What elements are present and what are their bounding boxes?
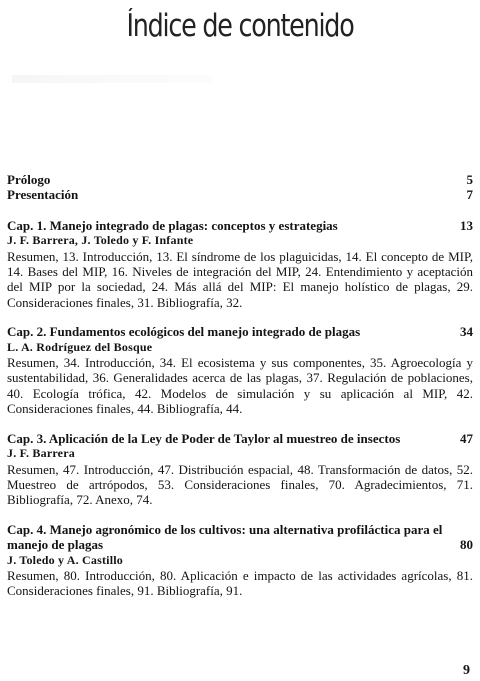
chapter-heading [7, 218, 473, 233]
chapter-authors: L. A. Rodríguez del Bosque [7, 339, 153, 354]
chapter-page: 47 [460, 430, 473, 446]
table-of-contents [7, 172, 473, 613]
chapter-authors: J. F. Barrera [7, 446, 75, 461]
chapter-title: Cap. 3. Aplicación de la Ley de Poder de Taylor al muestreo de insectos [7, 430, 401, 446]
chapter-heading [7, 324, 473, 339]
chapter-page: 34 [460, 324, 473, 340]
chapter-authors: J. Toledo y A. Castillo [7, 552, 123, 567]
bleed-through-smudge [12, 75, 212, 83]
chapter-title: Cap. 2. Fundamentos ecológicos del manejo integrado de plagas [7, 324, 361, 340]
chapter-page: 80 [460, 537, 473, 553]
chapter-page: 13 [460, 217, 473, 233]
entry-label: Prólogo [7, 172, 51, 187]
chapter-summary: Resumen, 13. Introducción, 13. El síndrome de los plaguicidas, 14. El concepto de MIP, 14. Bases del MIP, 16. Niveles de integración del MIP, 24. Entendimiento y aceptación del MIP por la sociedad, 24. Más allá del MIP: El manejo holístico de plagas, 29. Consideraciones finales, 31. Bibliografía, 32. [7, 248, 473, 310]
front-matter [7, 172, 473, 203]
entry-page: 7 [466, 187, 473, 203]
chapter-summary: Resumen, 34. Introducción, 34. El ecosistema y sus componentes, 35. Agroecología y sustentabilidad, 36. Generalidades acerca de las plagas, 37. Regulación de poblaciones, 40. Ecología trófica, 42. Modelos de simulación y su aplicación al MIP, 42. Consideraciones finales, 44. Bibliografía, 44. [7, 355, 473, 417]
chapter-heading [7, 431, 473, 446]
toc-entry-prologo [7, 172, 473, 187]
chapter-entry-4 [7, 522, 473, 599]
page-number: 9 [463, 663, 470, 678]
chapter-summary: Resumen, 80. Introducción, 80. Aplicación e impacto de las actividades agrícolas, 81. Consideraciones finales, 91. Bibliografía, 91. [7, 567, 473, 599]
chapter-title: Cap. 4. Manejo agronómico de los cultivos: una alternativa profiláctica para el manejo de plagas [7, 521, 443, 553]
chapter-authors: J. F. Barrera, J. Toledo y F. Infante [7, 233, 194, 248]
chapter-entry-3 [7, 431, 473, 508]
entry-label: Presentación [7, 187, 79, 203]
chapter-entry-2 [7, 324, 473, 416]
chapter-title: Cap. 1. Manejo integrado de plagas: conceptos y estrategias [7, 217, 338, 233]
chapter-entry-1 [7, 218, 473, 310]
entry-page: 5 [466, 172, 473, 187]
chapter-heading [7, 522, 473, 553]
chapter-summary: Resumen, 47. Introducción, 47. Distribución espacial, 48. Transformación de datos, 52. Muestreo de artrópodos, 53. Consideraciones finales, 70. Agradecimientos, 71. Bibliografía, 72. Anexo, 74. [7, 461, 473, 508]
toc-entry-presentacion [7, 187, 473, 202]
page-title: Índice de contenido [126, 8, 354, 44]
